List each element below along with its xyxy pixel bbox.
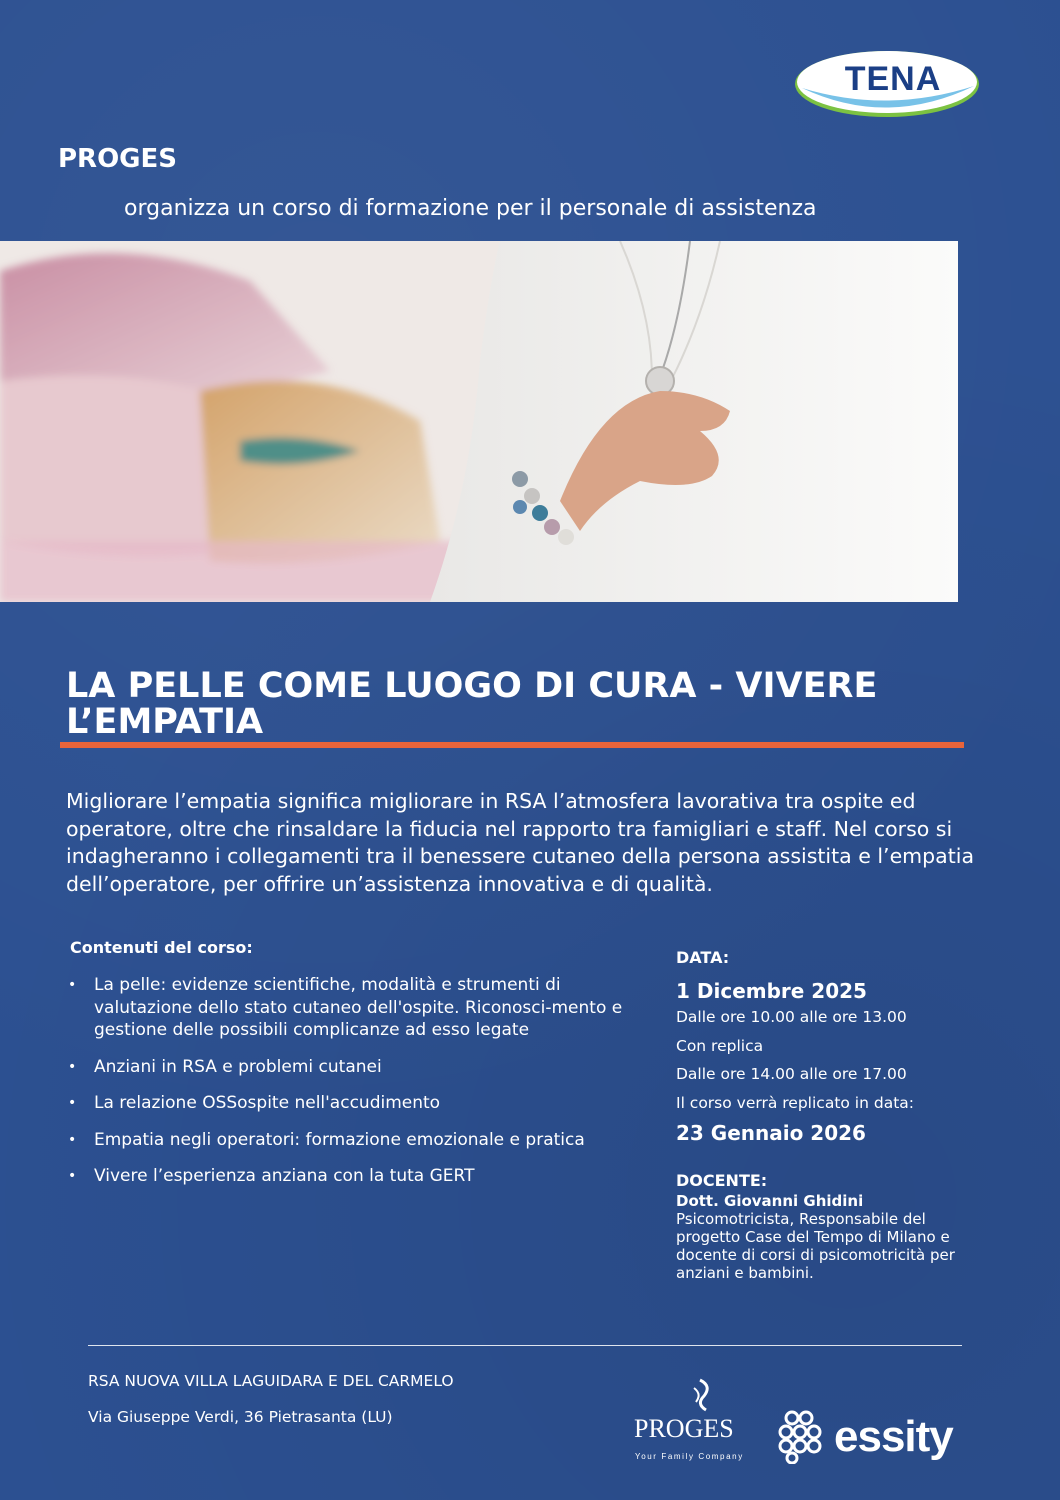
teacher-description: Psicomotricista, Responsabile del progetto Case del Tempo di Milano e docente di corsi di psicomotricità per anziani e bambini.	[676, 1210, 955, 1282]
hand-on-chest-photo-icon	[0, 241, 958, 602]
first-date: 1 Dicembre 2025	[676, 979, 867, 1003]
footer-divider	[88, 1345, 962, 1346]
contents-list	[66, 974, 626, 1202]
essity-logo-text: essity	[834, 1412, 953, 1461]
replica-label: Con replica	[676, 1036, 764, 1055]
list-item: • La pelle: evidenze scientifiche, modalità e strumenti di valutazione dello stato cutaneo dell'ospite. Riconosci-mento e gestione delle possibili complicanze ad esso legate	[66, 974, 626, 1042]
venue-address: Via Giuseppe Verdi, 36 Pietrasanta (LU)	[88, 1408, 393, 1426]
replica-note: Il corso verrà replicato in data:	[676, 1093, 914, 1112]
essity-logo-icon	[778, 1410, 828, 1464]
tena-logo-text: TENA	[844, 60, 942, 98]
contents-heading: Contenuti del corso:	[70, 938, 253, 957]
title-underline	[60, 742, 964, 748]
first-time: Dalle ore 10.00 alle ore 13.00	[676, 1008, 907, 1026]
second-date: 23 Gennaio 2026	[676, 1121, 866, 1145]
venue-name: RSA NUOVA VILLA LAGUIDARA E DEL CARMELO	[88, 1372, 454, 1390]
course-intro: Migliorare l’empatia significa migliorare in RSA l’atmosfera lavorativa tra ospite ed operatore, oltre che rinsaldare la fiducia nel rapporto tra famigliari e staff. Nel corso si indagheranno i collegamenti tra il benessere cutaneo della persona assistita e l’empatia dell’operatore, per offrire un’assistenza innovativa e di qualità.	[66, 789, 975, 896]
organizer-name: PROGES	[58, 144, 178, 174]
hero-photo	[0, 241, 958, 602]
teacher-label: DOCENTE:	[676, 1171, 768, 1190]
second-time: Dalle ore 14.00 alle ore 17.00	[676, 1065, 907, 1083]
schedule-panel	[676, 948, 976, 1282]
list-item: • Anziani in RSA e problemi cutanei	[66, 1056, 626, 1079]
list-item: • La relazione OSSospite nell'accudimento	[66, 1092, 626, 1115]
proges-logo-tagline: Your Family Company	[635, 1452, 744, 1461]
teacher-name: Dott. Giovanni Ghidini	[676, 1192, 864, 1210]
organizer-subtitle: organizza un corso di formazione per il personale di assistenza	[124, 196, 817, 221]
list-item: • Vivere l’esperienza anziana con la tuta GERT	[66, 1165, 626, 1188]
proges-logo-text: PROGES	[634, 1414, 734, 1443]
course-title: LA PELLE COME LUOGO DI CURA - VIVERE L’EMPATIA	[66, 666, 878, 742]
date-label: DATA:	[676, 948, 730, 967]
list-item: • Empatia negli operatori: formazione emozionale e pratica	[66, 1129, 626, 1152]
